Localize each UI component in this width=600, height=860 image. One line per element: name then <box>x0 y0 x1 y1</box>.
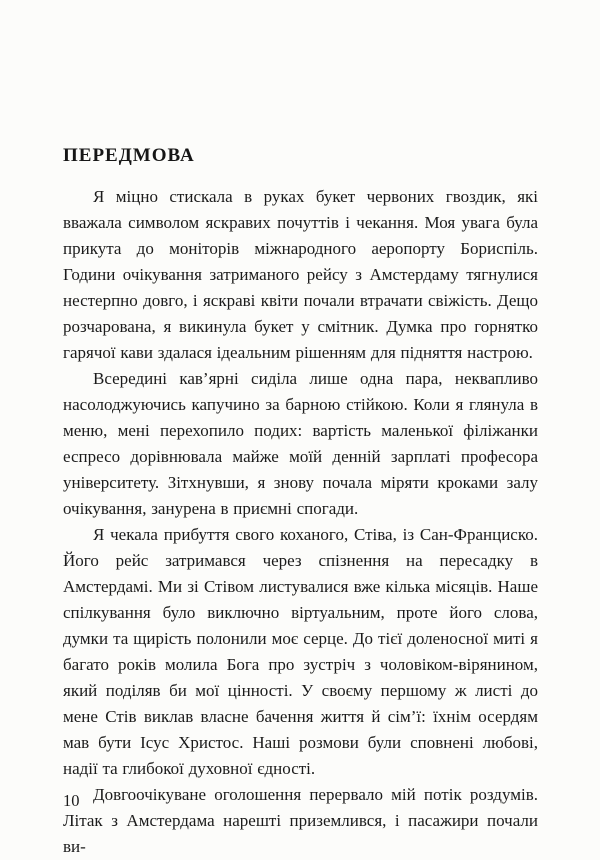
paragraph-3: Я чекала прибуття свого коханого, Стіва, із Сан-Франциско. Його рейс затримався через спізнення на пересадку в Амстердамі. Ми зі Стівом листувалися вже кілька місяців. Наше спілкування було виключно віртуальним, проте його слова, думки та щирість полонили моє серце. До тієї доленосної миті я багато років молила Бога про зустріч з чоловіком-вірянином, який поділяв би мої цінності. У своєму першому ж листі до мене Стів виклав власне бачення життя й сім’ї: їхнім осердям мав бути Ісус Христос. Наші розмови були сповнені любові, надії та глибокої духовної єдності. <box>63 525 538 778</box>
page-number: 10 <box>63 791 80 810</box>
paragraph-4: Довгоочікуване оголошення перервало мій потік роздумів. Літак з Амстердама нарешті приземлився, і пасажири почали ви- <box>63 785 538 856</box>
paragraph-2: Всередині кав’ярні сиділа лише одна пара, неквапливо насолоджуючись капучино за барною стійкою. Коли я глянула в меню, мені перехопило подих: вартість маленької філіжанки еспресо дорівнювала майже моїй денній зарплаті професора університету. Зітхнувши, я знову почала міряти кроками залу очікування, занурена в приємні спогади. <box>63 369 538 518</box>
book-page <box>63 0 538 860</box>
paragraph-1: Я міцно стискала в руках букет червоних гвоздик, які вважала символом яскравих почуттів і чекання. Моя увага була прикута до моніторів міжнародного аеропорту Бориспіль. Години очікування затриманого рейсу з Амстердаму тягнулися нестерпно довго, і яскраві квіти почали втрачати свіжість. Дещо розчарована, я викинула букет у смітник. Думка про горнятко гарячої кави здалася ідеальним рішенням для підняття настрою. <box>63 187 538 362</box>
chapter-heading: ПЕРЕДМОВА <box>63 145 195 166</box>
